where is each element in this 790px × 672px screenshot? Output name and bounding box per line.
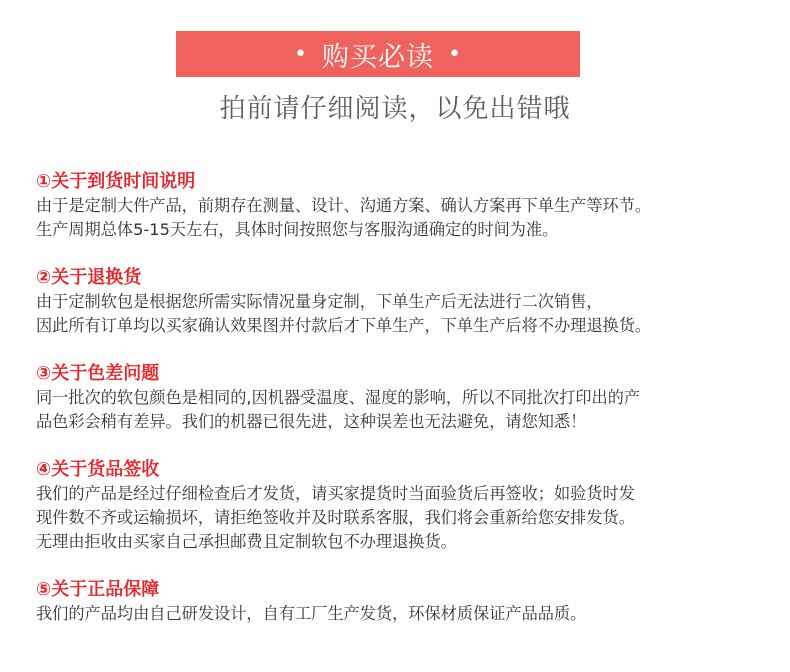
subtitle: 拍前请仔细阅读，以免出错哦: [219, 94, 571, 124]
section-title: ③关于色差问题: [36, 363, 160, 384]
section-title: ④关于货品签收: [36, 459, 160, 480]
section-color-difference: [36, 362, 766, 434]
section-line: 因此所有订单均以买家确认效果图并付款后才下单生产，下单生产后将不办理退换货。: [36, 316, 652, 335]
section-returns: [36, 266, 766, 338]
section-title: ⑤关于正品保障: [36, 579, 160, 600]
section-line: 我们的产品是经过仔细检查后才发货，请买家提货时当面验货后再签收；如验货时发: [36, 484, 635, 503]
banner-dot-right: •: [448, 41, 462, 67]
section-line: 现件数不齐或运输损坏，请拒绝签收并及时联系客服，我们将会重新给您安排发货。: [36, 508, 635, 527]
section-line: 同一批次的软包颜色是相同的,因机器受温度、湿度的影响，所以不同批次打印出的产: [36, 388, 641, 407]
banner-dot-left: •: [294, 41, 308, 67]
section-title: ②关于退换货: [36, 267, 142, 288]
section-authenticity: [36, 578, 766, 626]
section-line: 由于是定制大件产品，前期存在测量、设计、沟通方案、确认方案再下单生产等环节。: [36, 196, 652, 215]
header-banner: [176, 31, 580, 77]
section-delivery-time: [36, 170, 766, 242]
section-title: ①关于到货时间说明: [36, 171, 196, 192]
section-line: 由于定制软包是根据您所需实际情况量身定制，下单生产后无法进行二次销售，: [36, 292, 603, 311]
section-line: 我们的产品均由自己研发设计，自有工厂生产发货，环保材质保证产品品质。: [36, 604, 587, 623]
section-line: 生产周期总体5-15天左右，具体时间按照您与客服沟通确定的时间为准。: [36, 220, 559, 239]
banner-title: 购买必读: [322, 41, 434, 73]
section-line: 品色彩会稍有差异。我们的机器已很先进，这种误差也无法避免，请您知悉！: [36, 412, 587, 431]
section-receipt: [36, 458, 766, 554]
section-line: 无理由拒收由买家自己承担邮费且定制软包不办理退换货。: [36, 532, 457, 551]
